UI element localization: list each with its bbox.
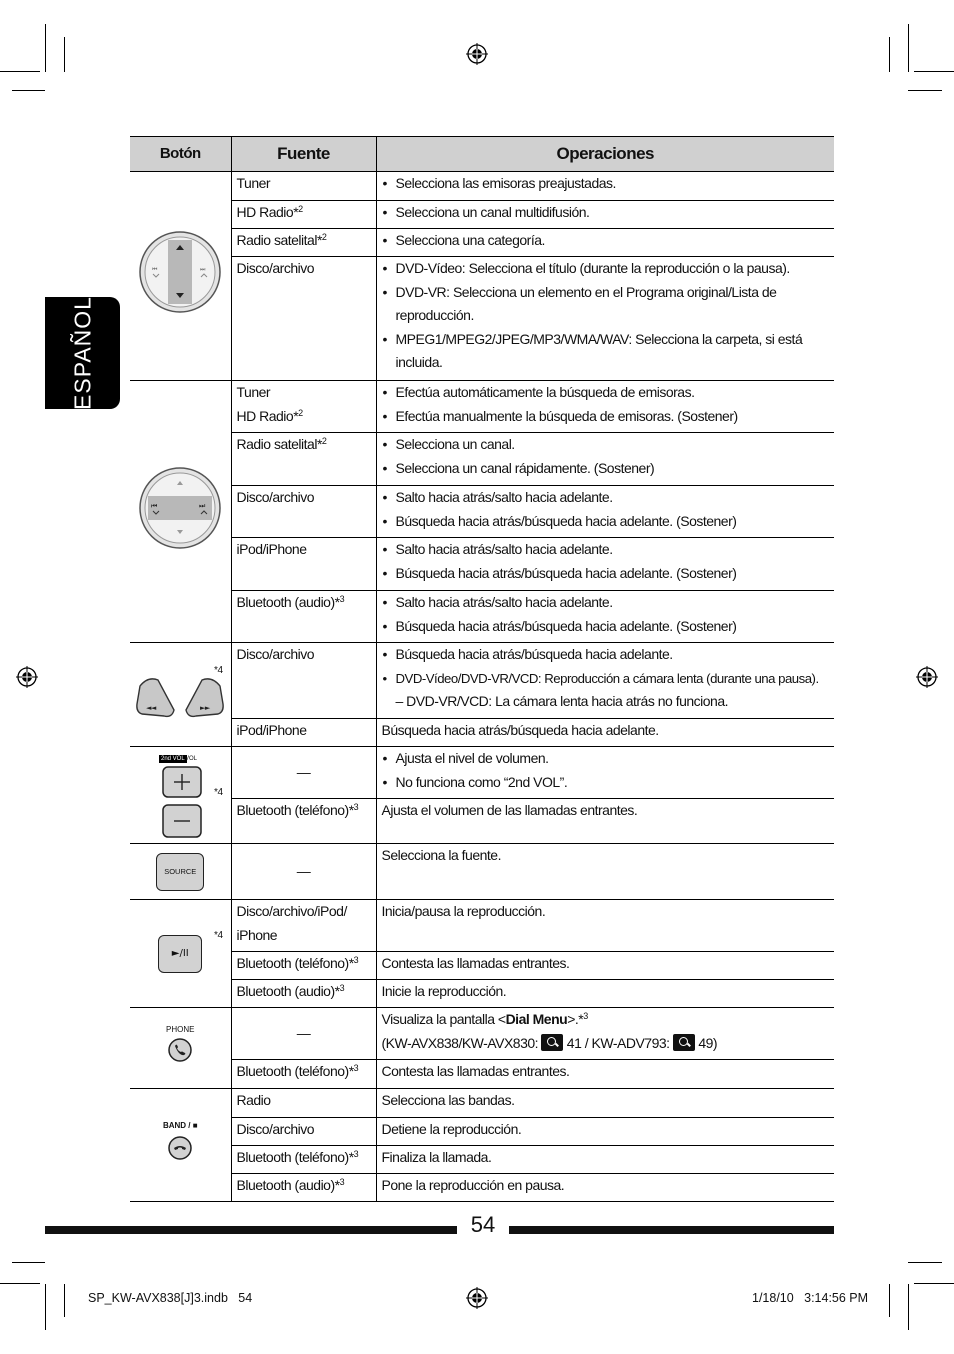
source-cell: — xyxy=(231,844,376,900)
phone-label: PHONE xyxy=(166,1025,195,1035)
vol-label: VOL xyxy=(185,756,198,762)
header-operations: Operaciones xyxy=(376,137,834,172)
svg-text:⏭: ⏭ xyxy=(199,501,206,510)
table-row xyxy=(130,799,834,844)
volume-keys-icon xyxy=(161,765,203,841)
language-tab-label: ESPAÑOL xyxy=(69,296,95,410)
source-text: Radio satelital* xyxy=(236,232,322,248)
dial-menu-label: Dial Menu xyxy=(505,1011,568,1027)
operation-item: • Búsqueda hacia atrás/búsqueda hacia adelante. (Sostener) xyxy=(382,562,830,586)
table-row xyxy=(130,257,834,381)
operation-cell xyxy=(376,201,834,229)
seek-keys-icon xyxy=(134,676,226,720)
svg-text:►►: ►► xyxy=(200,703,211,712)
footnote-ref: 3 xyxy=(339,1177,345,1187)
table-row xyxy=(130,900,834,952)
footnote-ref: 2 xyxy=(298,407,303,418)
source-cell: Radio xyxy=(231,1089,376,1118)
operation-text: (KW-AVX838/KW-AVX830: xyxy=(381,1034,542,1051)
operation-item: • Salto hacia atrás/salto hacia adelante. xyxy=(382,486,830,510)
operation-cell: Contesta las llamadas entrantes. xyxy=(376,952,834,980)
play-pause-label: ►/II xyxy=(171,947,189,959)
footnote-ref: 3 xyxy=(353,955,359,965)
table-row xyxy=(130,719,834,747)
updown-control-icon xyxy=(138,230,222,314)
button-cell xyxy=(130,643,231,747)
table-row xyxy=(130,952,834,980)
operation-text: Visualiza la pantalla < xyxy=(381,1011,506,1027)
operation-item: • Selecciona un canal. xyxy=(382,433,830,457)
header-source: Fuente xyxy=(231,137,376,172)
operation-item: • Búsqueda hacia atrás/búsqueda hacia adelante. (Sostener) xyxy=(382,615,830,639)
footnote-ref: *4 xyxy=(214,787,223,798)
table-row xyxy=(130,1008,834,1060)
svg-text:◄◄: ◄◄ xyxy=(146,703,157,712)
source-text: Bluetooth (teléfono)* xyxy=(236,802,354,818)
button-cell xyxy=(130,172,231,381)
source-cell: Disco/archivo xyxy=(231,643,376,719)
source-cell: — xyxy=(231,747,376,799)
crop-mark xyxy=(45,24,46,72)
operation-cell: Inicie la reproducción. xyxy=(376,980,834,1008)
operation-cell: Ajusta el volumen de las llamadas entrantes. xyxy=(376,799,834,844)
operation-item: • Selecciona una categoría. xyxy=(382,229,830,253)
footnote-ref: *4 xyxy=(214,930,223,941)
table-header-row xyxy=(130,137,834,172)
table-row xyxy=(130,1146,834,1174)
leftright-control-icon xyxy=(138,466,222,550)
header-button: Botón xyxy=(130,137,231,172)
source-cell xyxy=(231,381,376,433)
table-row xyxy=(130,747,834,799)
operation-item: • No funciona como “2nd VOL”. xyxy=(382,771,830,795)
svg-text:⏮: ⏮ xyxy=(152,266,158,274)
source-cell: Disco/archivo xyxy=(231,486,376,538)
source-cell xyxy=(231,799,376,844)
source-cell xyxy=(231,433,376,486)
page-bar-right xyxy=(509,1226,834,1234)
registration-mark-icon xyxy=(466,43,488,65)
footnote-ref: 3 xyxy=(353,802,359,812)
magnifier-icon xyxy=(673,1034,695,1051)
source-cell: — xyxy=(231,1008,376,1060)
operation-cell xyxy=(376,257,834,381)
operation-text: 49) xyxy=(694,1034,718,1051)
source-text: Radio satelital* xyxy=(236,436,322,452)
operation-item: • Salto hacia atrás/salto hacia adelante. xyxy=(382,591,830,615)
footnote-ref: 2 xyxy=(321,232,327,242)
registration-mark-icon xyxy=(16,666,38,688)
crop-mark xyxy=(914,71,954,72)
source-cell xyxy=(231,229,376,257)
operations-table xyxy=(130,136,834,1202)
svg-text:⏭: ⏭ xyxy=(200,266,206,274)
operation-text: 41 / KW-ADV793: xyxy=(563,1034,673,1051)
operation-cell xyxy=(376,643,834,719)
crop-mark xyxy=(0,71,40,72)
source-text: Tuner xyxy=(236,384,271,400)
operation-cell xyxy=(376,591,834,643)
table-row xyxy=(130,1089,834,1118)
button-cell xyxy=(130,900,231,1008)
crop-mark xyxy=(889,1284,890,1317)
source-cell xyxy=(231,1146,376,1174)
button-cell xyxy=(130,747,231,844)
operation-item: • Ajusta el nivel de volumen. xyxy=(382,747,830,771)
operation-cell: Selecciona la fuente. xyxy=(376,844,834,900)
operation-cell: Detiene la reproducción. xyxy=(376,1118,834,1146)
source-cell xyxy=(231,201,376,229)
crop-mark xyxy=(914,1283,954,1284)
table-row xyxy=(130,1174,834,1202)
source-text: Bluetooth (audio)* xyxy=(236,594,340,610)
table-row xyxy=(130,229,834,257)
second-vol-label: 2nd VOL xyxy=(161,756,185,762)
table-row xyxy=(130,201,834,229)
table-row xyxy=(130,1060,834,1089)
registration-mark-icon xyxy=(916,666,938,688)
source-cell: iPod/iPhone xyxy=(231,538,376,591)
source-cell xyxy=(231,591,376,643)
footnote-ref: 2 xyxy=(321,436,327,446)
source-cell: Disco/archivo xyxy=(231,257,376,381)
source-text-line xyxy=(237,405,371,429)
operation-item: • Selecciona las emisoras preajustadas. xyxy=(382,172,830,196)
table-row xyxy=(130,643,834,719)
page-number: 54 xyxy=(470,1212,496,1237)
operation-cell xyxy=(376,433,834,486)
band-label: BAND / ■ xyxy=(162,1121,198,1131)
footer-file: SP_KW-AVX838[J]3.indb 54 xyxy=(88,1291,253,1305)
button-cell xyxy=(130,381,231,643)
table-row xyxy=(130,538,834,591)
crop-mark xyxy=(64,1284,65,1317)
operation-cell: Búsqueda hacia atrás/búsqueda hacia adelante. xyxy=(376,719,834,747)
crop-mark xyxy=(908,1284,909,1330)
source-cell xyxy=(231,1174,376,1202)
source-cell: Tuner xyxy=(231,172,376,201)
footnote-ref: *4 xyxy=(214,665,223,676)
operation-item: • Selecciona un canal rápidamente. (Sostener) xyxy=(382,457,830,481)
operation-item: • Búsqueda hacia atrás/búsqueda hacia adelante. xyxy=(382,643,830,667)
table-row xyxy=(130,172,834,201)
source-button-label: SOURCE xyxy=(164,866,197,876)
band-stop-button-icon xyxy=(167,1135,193,1161)
table-row xyxy=(130,844,834,900)
operation-cell xyxy=(376,172,834,201)
source-cell: Disco/archivo xyxy=(231,1118,376,1146)
crop-mark xyxy=(0,1283,40,1284)
footnote-ref: 3 xyxy=(339,983,345,993)
crop-mark xyxy=(908,1262,942,1263)
operation-item: • DVD-VR: Selecciona un elemento en el Programa original/Lista de reproducción. xyxy=(382,281,830,328)
crop-mark xyxy=(889,37,890,72)
footnote-ref: 2 xyxy=(298,204,303,214)
operation-cell xyxy=(376,538,834,591)
source-cell xyxy=(231,1060,376,1089)
magnifier-icon xyxy=(541,1034,563,1051)
table-row xyxy=(130,591,834,643)
operation-cell: Finaliza la llamada. xyxy=(376,1146,834,1174)
operation-item: • Salto hacia atrás/salto hacia adelante. xyxy=(382,538,830,562)
source-text: HD Radio* xyxy=(236,407,299,424)
registration-mark-icon xyxy=(466,1287,488,1309)
source-cell xyxy=(231,952,376,980)
operation-cell: Selecciona las bandas. xyxy=(376,1089,834,1118)
operation-item: • Selecciona un canal multidifusión. xyxy=(382,201,830,225)
operation-cell xyxy=(376,1008,834,1060)
table-row xyxy=(130,381,834,433)
operation-cell xyxy=(376,486,834,538)
button-cell xyxy=(130,1089,231,1202)
table-row xyxy=(130,433,834,486)
source-text: Bluetooth (audio)* xyxy=(236,983,340,999)
page-bar-left xyxy=(45,1226,457,1234)
crop-mark xyxy=(12,90,45,91)
footnote-ref: 3 xyxy=(353,1149,359,1159)
operation-item: • DVD-Vídeo: Selecciona el título (durante la reproducción o la pausa). xyxy=(382,257,830,281)
crop-mark xyxy=(64,37,65,72)
footnote-ref: 3 xyxy=(353,1063,359,1073)
operation-note: – DVD-VR/VCD: La cámara lenta hacia atrás no funciona. xyxy=(395,693,729,709)
operation-text: >.* xyxy=(567,1011,584,1027)
source-cell: Disco/archivo/iPod/ iPhone xyxy=(231,900,376,952)
crop-mark xyxy=(908,90,942,91)
source-text: Bluetooth (audio)* xyxy=(236,1177,340,1193)
phone-button-icon xyxy=(167,1037,193,1063)
operation-cell: Inicia/pausa la reproducción. xyxy=(376,900,834,952)
operation-item: • Efectúa automáticamente la búsqueda de emisoras. xyxy=(382,381,830,405)
footer-date: 1/18/10 3:14:56 PM xyxy=(752,1291,869,1305)
crop-mark xyxy=(908,24,909,72)
source-button-icon xyxy=(156,853,204,891)
operation-item: • Efectúa manualmente la búsqueda de emisoras. (Sostener) xyxy=(382,405,830,429)
operation-item: • MPEG1/MPEG2/JPEG/MP3/WMA/WAV: Selecciona la carpeta, si está incluida. xyxy=(382,328,830,375)
play-pause-button-icon xyxy=(158,935,202,973)
source-cell: iPod/iPhone xyxy=(231,719,376,747)
svg-text:⏮: ⏮ xyxy=(151,501,158,510)
operation-cell: Pone la reproducción en pausa. xyxy=(376,1174,834,1202)
button-cell xyxy=(130,844,231,900)
table-row xyxy=(130,486,834,538)
operation-cell xyxy=(376,381,834,433)
operation-item: • DVD-Vídeo/DVD-VR/VCD: Reproducción a cámara lenta (durante una pausa). xyxy=(382,667,830,691)
table-row xyxy=(130,980,834,1008)
source-text: HD Radio* xyxy=(236,204,299,220)
source-text: Bluetooth (teléfono)* xyxy=(236,1063,354,1079)
crop-mark xyxy=(12,1262,45,1263)
source-cell xyxy=(231,980,376,1008)
operation-item: • Búsqueda hacia atrás/búsqueda hacia adelante. (Sostener) xyxy=(382,510,830,534)
source-text: Bluetooth (teléfono)* xyxy=(236,955,354,971)
button-cell xyxy=(130,1008,231,1089)
language-tab xyxy=(45,297,120,409)
footnote-ref: 3 xyxy=(583,1011,588,1021)
operation-cell xyxy=(376,747,834,799)
table-row xyxy=(130,1118,834,1146)
crop-mark xyxy=(45,1284,46,1330)
source-text: Bluetooth (teléfono)* xyxy=(236,1149,354,1165)
operation-cell: Contesta las llamadas entrantes. xyxy=(376,1060,834,1089)
operation-cell xyxy=(376,229,834,257)
footnote-ref: 3 xyxy=(339,594,345,604)
